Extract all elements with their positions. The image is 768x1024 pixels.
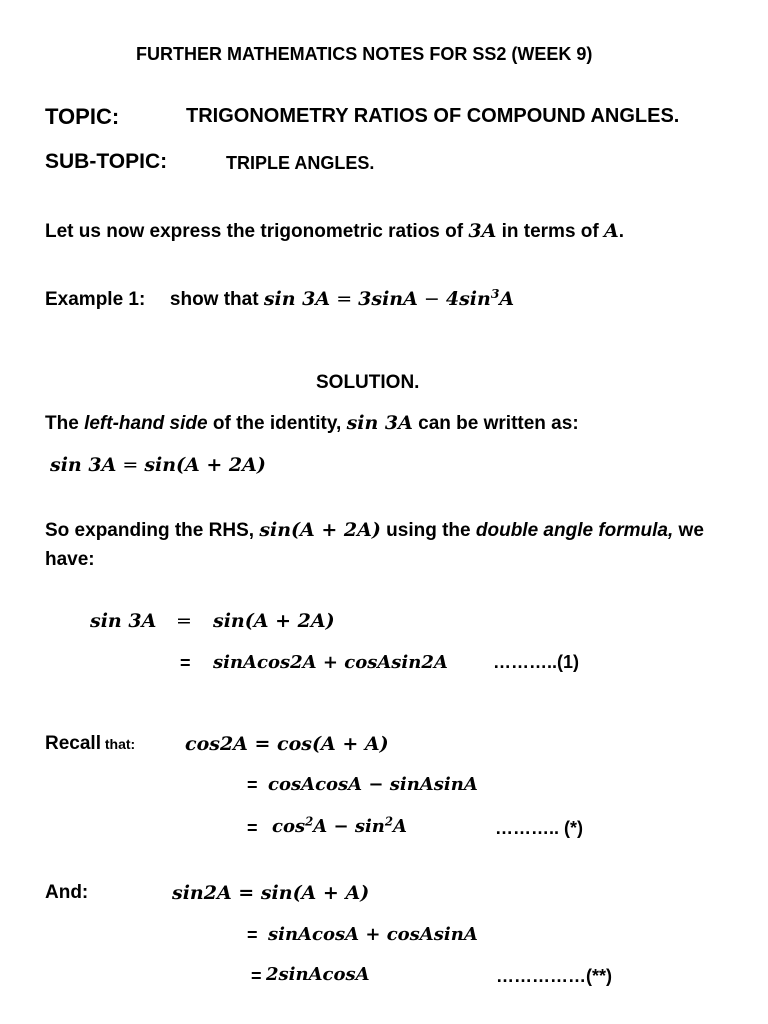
topic-label: TOPIC: <box>45 104 120 129</box>
lhs-math: sin 3A <box>346 412 413 434</box>
and-label: And: <box>45 882 89 903</box>
intro-text-b: in terms of <box>496 221 605 242</box>
lhs-eq-a: sin 3A <box>50 454 117 476</box>
recall2-rhs: cosAcosA − sinAsinA <box>268 774 478 795</box>
recall3-expr <box>272 816 407 837</box>
step1-rhs: sin(A + 2A) <box>213 610 335 632</box>
lhs-eq-b: sin(A + 2A) <box>144 454 266 476</box>
and3-eq: = <box>251 966 262 986</box>
recall3-b: A − sin <box>313 816 385 837</box>
recall3-c: A <box>393 816 407 837</box>
expand-paragraph <box>45 519 704 542</box>
example-label: Example 1: <box>45 289 146 310</box>
example-rhs-c: A <box>499 288 515 310</box>
and2-rhs: sinAcosA + cosAsinA <box>268 924 478 945</box>
expand-text-d: we <box>673 520 704 541</box>
recall3-eq: = <box>247 818 258 838</box>
subtopic-label: SUB-TOPIC: <box>45 150 168 173</box>
recall-small: that: <box>100 736 136 752</box>
lhs-equation <box>50 454 266 477</box>
example-lhs: sin 3A <box>263 288 331 310</box>
example-exp: 3 <box>490 286 500 302</box>
subtopic-value: TRIPLE ANGLES. <box>226 153 375 173</box>
example-line <box>45 288 514 311</box>
example-eq: = <box>330 288 359 310</box>
lhs-paragraph <box>45 412 579 435</box>
step2-tag: ………..(1) <box>493 652 580 672</box>
page-title: FURTHER MATHEMATICS NOTES FOR SS2 (WEEK 9) <box>136 44 593 64</box>
topic-value: TRIGONOMETRY RATIOS OF COMPOUND ANGLES. <box>186 105 680 127</box>
intro-math-b: A <box>604 220 619 242</box>
and3-rhs: 2sinAcosA <box>266 964 370 985</box>
and-eq: sin2A = sin(A + A) <box>172 882 370 904</box>
expand-text-b: using the <box>380 520 476 541</box>
and3-tag: ……………(**) <box>496 966 612 986</box>
recall-label: Recall <box>45 733 101 754</box>
intro-math-a: 3A <box>468 220 497 242</box>
expand-text-a: So expanding the RHS, <box>45 520 260 541</box>
example-rhs-b: 4sin <box>445 288 491 310</box>
intro-text-c: . <box>618 221 625 242</box>
recall2-eq: = <box>247 775 258 795</box>
recall-label-line <box>45 733 135 755</box>
recall3-exp2: 2 <box>384 814 394 829</box>
recall-eq: cos2A = cos(A + A) <box>185 733 389 755</box>
step1-eq: = <box>176 610 192 632</box>
lhs-text-b: left-hand side <box>84 413 208 434</box>
example-minus: − <box>417 288 446 310</box>
recall3-a: cos <box>272 816 306 837</box>
intro-paragraph <box>45 220 624 243</box>
example-prefix: show that <box>169 289 264 310</box>
lhs-eq-sign: = <box>116 454 145 476</box>
example-rhs-a: 3sinA <box>358 288 418 310</box>
recall3-exp1: 2 <box>305 814 314 829</box>
expand-line2: have: <box>45 549 95 570</box>
expand-text-c: double angle formula, <box>475 520 674 541</box>
step2-rhs: sinAcos2A + cosAsin2A <box>213 652 448 673</box>
intro-text-a: Let us now express the trigonometric ratios of <box>45 221 469 242</box>
step2-eq: = <box>180 653 191 673</box>
expand-math: sin(A + 2A) <box>259 519 381 541</box>
solution-heading: SOLUTION. <box>316 372 420 393</box>
step1-lhs: sin 3A <box>90 610 157 632</box>
lhs-text-c: of the identity, <box>207 413 347 434</box>
lhs-text-d: can be written as: <box>412 413 579 434</box>
recall3-tag: ……….. (*) <box>495 818 583 838</box>
and2-eq: = <box>247 925 258 945</box>
lhs-text-a: The <box>45 413 85 434</box>
